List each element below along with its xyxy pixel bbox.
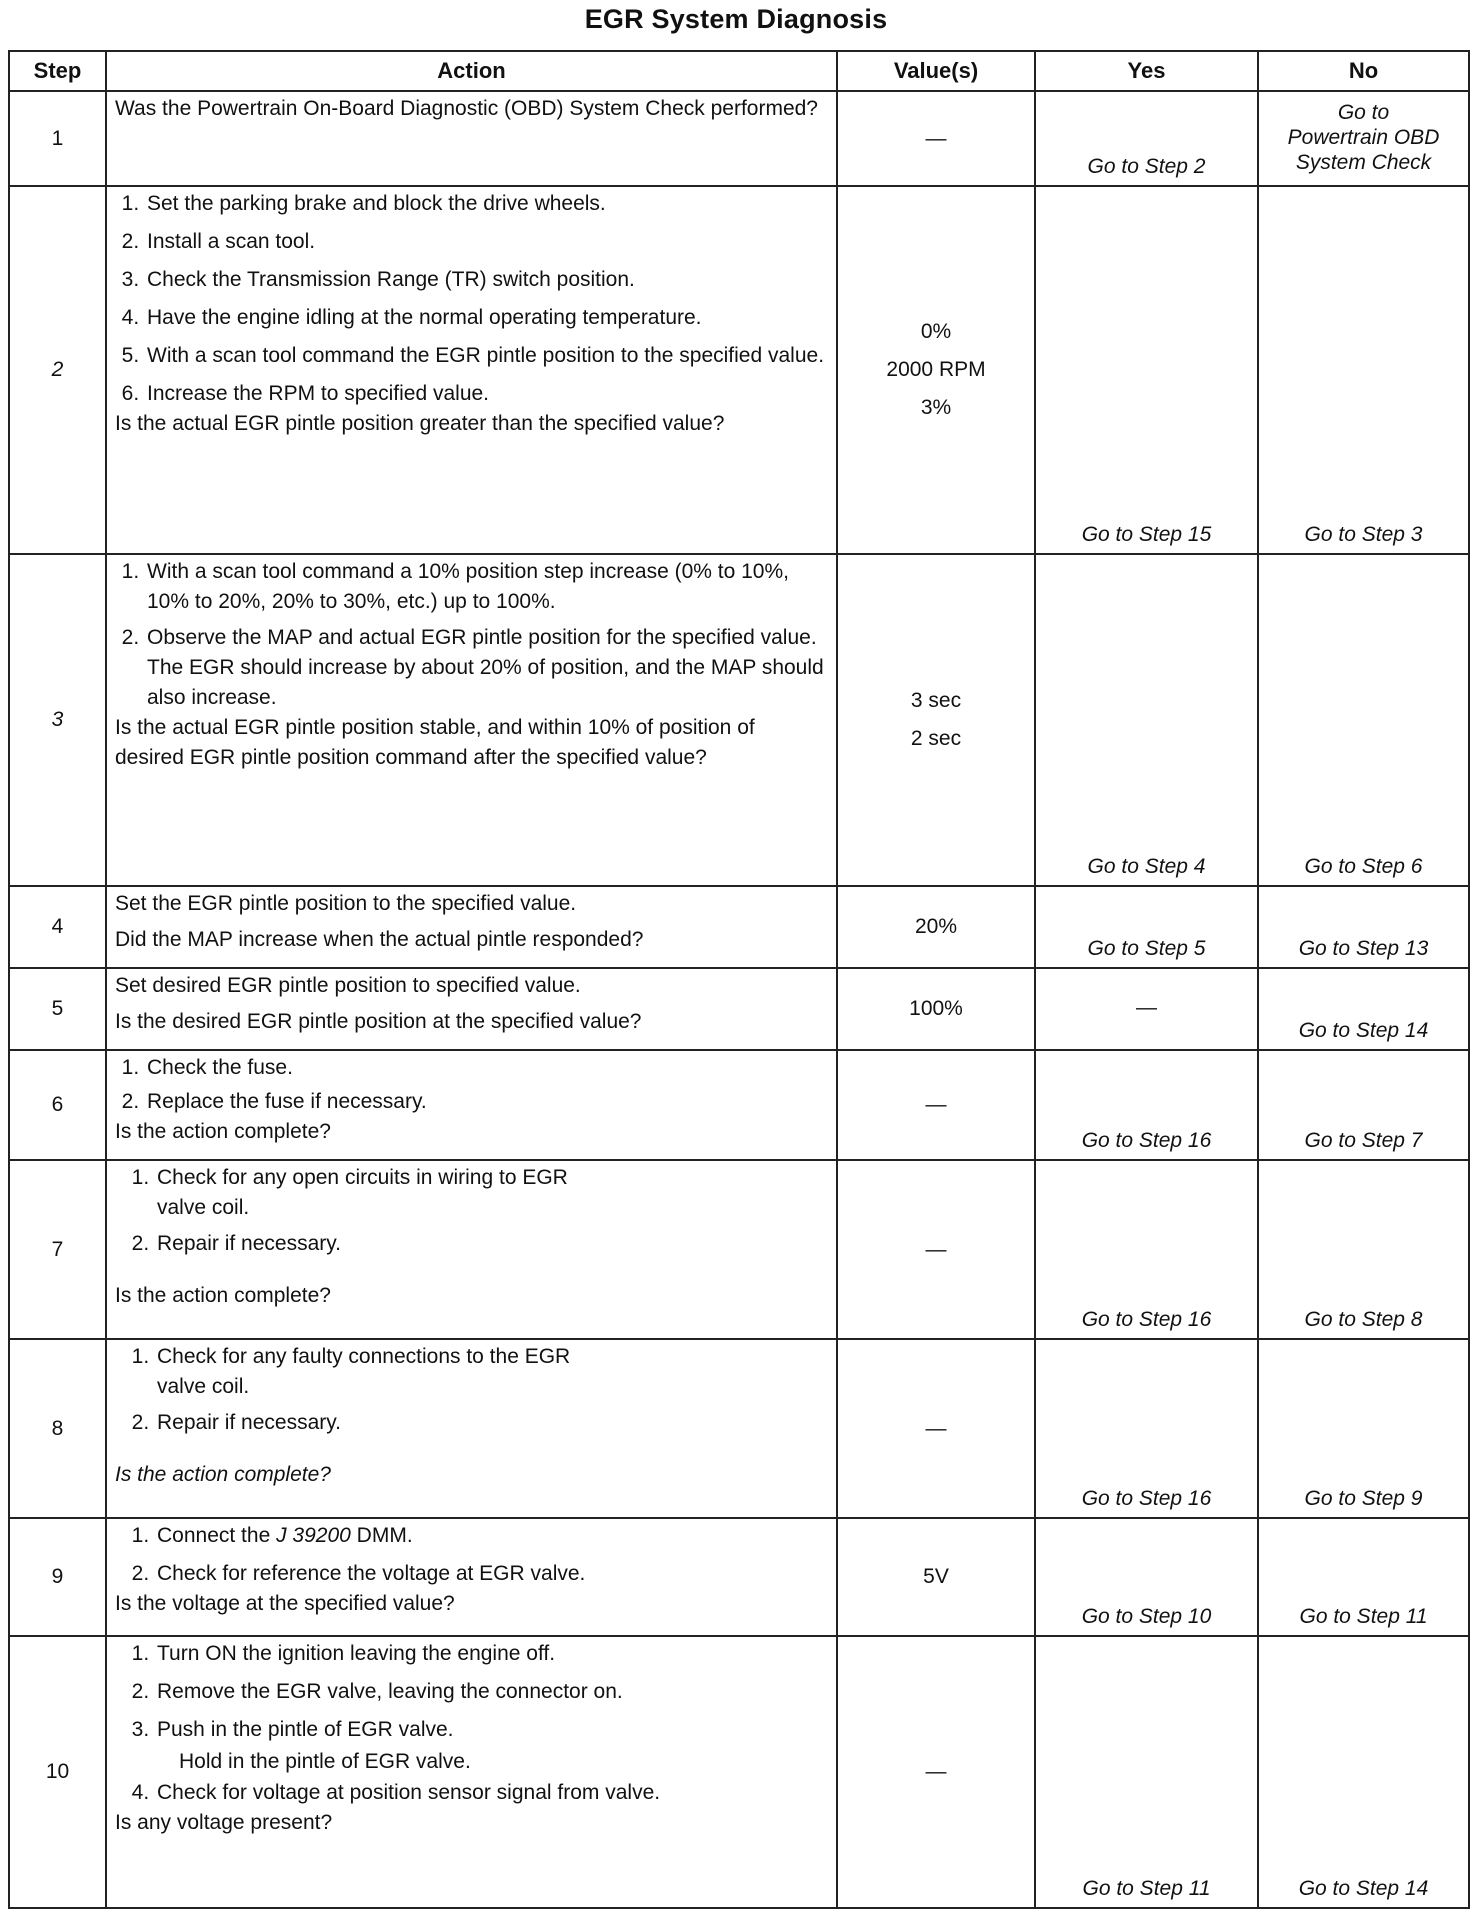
action-question: Is the action complete? bbox=[115, 1284, 331, 1307]
value: 100% bbox=[909, 997, 963, 1020]
table-row bbox=[9, 186, 1469, 554]
header-yes: Yes bbox=[1035, 51, 1258, 91]
action-item: 1. Check the fuse. bbox=[145, 1053, 828, 1083]
no-cell: Go to Step 8 bbox=[1258, 1160, 1469, 1339]
table-row bbox=[9, 1636, 1469, 1908]
item-text: DMM. bbox=[350, 1524, 413, 1547]
value: 0% bbox=[920, 320, 952, 343]
table-row bbox=[9, 1160, 1469, 1339]
step-number: 2 bbox=[9, 186, 106, 554]
action-cell bbox=[106, 91, 837, 186]
header-no: No bbox=[1258, 51, 1469, 91]
yes-cell: Go to Step 10 bbox=[1035, 1518, 1258, 1636]
table-row bbox=[9, 91, 1469, 186]
action-item: 1. Turn ON the ignition leaving the engine off. bbox=[155, 1639, 828, 1669]
value: 2000 RPM bbox=[886, 358, 986, 381]
yes-cell: Go to Step 11 bbox=[1035, 1636, 1258, 1908]
table-row bbox=[9, 968, 1469, 1050]
no-cell: Go to Step 9 bbox=[1258, 1339, 1469, 1518]
spacer bbox=[115, 1438, 828, 1460]
value: — bbox=[925, 1416, 947, 1440]
step-number: 3 bbox=[9, 554, 106, 886]
action-item: 3. Check the Transmission Range (TR) switch position. bbox=[145, 265, 828, 295]
action-cell bbox=[106, 1339, 837, 1518]
value-cell bbox=[837, 1160, 1035, 1339]
no-cell: Go to Step 14 bbox=[1258, 968, 1469, 1050]
action-item: 1. Check for any open circuits in wiring to EGR valve coil. bbox=[155, 1163, 828, 1223]
action-question: Is the voltage at the specified value? bbox=[115, 1592, 455, 1615]
yes-cell: Go to Step 5 bbox=[1035, 886, 1258, 968]
no-line: Go to bbox=[1337, 100, 1390, 124]
value-cell bbox=[837, 886, 1035, 968]
action-question: Did the MAP increase when the actual pintle responded? bbox=[115, 928, 644, 951]
step-number: 7 bbox=[9, 1160, 106, 1339]
yes-cell: — bbox=[1035, 968, 1258, 1050]
header-row bbox=[9, 51, 1469, 91]
action-item: 2. Repair if necessary. bbox=[155, 1229, 828, 1259]
action-line: Set the EGR pintle position to the specified value. bbox=[115, 892, 577, 915]
value-cell bbox=[837, 186, 1035, 554]
no-cell: Go to Step 7 bbox=[1258, 1050, 1469, 1160]
value-cell bbox=[837, 1636, 1035, 1908]
action-item: 2. Install a scan tool. bbox=[145, 227, 828, 257]
value: 20% bbox=[914, 915, 958, 938]
action-item: 1. With a scan tool command a 10% position step increase (0% to 10%, 10% to 20%, 20% to 30%, etc.) up to 100%. bbox=[145, 557, 828, 617]
action-cell bbox=[106, 886, 837, 968]
value-cell bbox=[837, 1050, 1035, 1160]
action-item: 5. With a scan tool command the EGR pintle position to the specified value. bbox=[145, 341, 828, 371]
action-cell bbox=[106, 1518, 837, 1636]
action-cell bbox=[106, 1050, 837, 1160]
action-cell bbox=[106, 1636, 837, 1908]
value-cell bbox=[837, 968, 1035, 1050]
step-number: 10 bbox=[9, 1636, 106, 1908]
action-item: 2. Repair if necessary. bbox=[155, 1408, 828, 1438]
action-question: Is the action complete? bbox=[115, 1120, 331, 1143]
action-item: 3. Push in the pintle of EGR valve. bbox=[155, 1715, 828, 1745]
step-number: 6 bbox=[9, 1050, 106, 1160]
action-question: Was the Powertrain On-Board Diagnostic (OBD) System Check performed? bbox=[115, 97, 818, 120]
diagnosis-table bbox=[8, 50, 1470, 1909]
no-cell: Go to Step 6 bbox=[1258, 554, 1469, 886]
action-item: 2. Remove the EGR valve, leaving the connector on. bbox=[155, 1677, 828, 1707]
step-number: 4 bbox=[9, 886, 106, 968]
yes-cell: Go to Step 16 bbox=[1035, 1339, 1258, 1518]
value: 3% bbox=[920, 396, 952, 419]
header-action: Action bbox=[106, 51, 837, 91]
action-item: 6. Increase the RPM to specified value. bbox=[145, 379, 828, 409]
tool-number: J 39200 bbox=[276, 1524, 351, 1547]
action-item: 2. Observe the MAP and actual EGR pintle position for the specified value. The EGR should increase by about 20% of position, and the MAP should also increase. bbox=[145, 623, 828, 713]
action-item: 1. Check for any faulty connections to the EGR valve coil. bbox=[155, 1342, 828, 1402]
action-cell bbox=[106, 1160, 837, 1339]
value: — bbox=[925, 1093, 947, 1116]
header-step: Step bbox=[9, 51, 106, 91]
spacer bbox=[115, 1259, 828, 1281]
action-question: Is the desired EGR pintle position at the specified value? bbox=[115, 1010, 642, 1033]
yes-cell: Go to Step 4 bbox=[1035, 554, 1258, 886]
action-cell bbox=[106, 186, 837, 554]
action-item bbox=[155, 1521, 828, 1551]
no-line: System Check bbox=[1295, 150, 1432, 174]
action-question: Is the action complete? bbox=[115, 1463, 331, 1486]
value-cell bbox=[837, 1518, 1035, 1636]
yes-cell: Go to Step 16 bbox=[1035, 1050, 1258, 1160]
value-cell bbox=[837, 91, 1035, 186]
action-item: 4. Check for voltage at position sensor signal from valve. bbox=[155, 1778, 828, 1808]
value: — bbox=[925, 1760, 947, 1783]
action-line: Set desired EGR pintle position to specified value. bbox=[115, 974, 581, 997]
table-row bbox=[9, 1339, 1469, 1518]
no-line: Powertrain OBD bbox=[1287, 125, 1440, 149]
no-cell: Go to Step 11 bbox=[1258, 1518, 1469, 1636]
action-cell bbox=[106, 554, 837, 886]
action-question: Is any voltage present? bbox=[115, 1811, 333, 1834]
yes-cell: Go to Step 2 bbox=[1035, 91, 1258, 186]
value: 2 sec bbox=[910, 727, 962, 750]
step-number: 9 bbox=[9, 1518, 106, 1636]
no-cell: Go to Step 14 bbox=[1258, 1636, 1469, 1908]
action-item: 2. Replace the fuse if necessary. bbox=[145, 1087, 828, 1117]
action-question: Is the actual EGR pintle position greater than the specified value? bbox=[115, 412, 725, 435]
header-values: Value(s) bbox=[837, 51, 1035, 91]
no-cell: Go to Step 3 bbox=[1258, 186, 1469, 554]
action-cell bbox=[106, 968, 837, 1050]
action-item: 1. Set the parking brake and block the drive wheels. bbox=[145, 189, 828, 219]
no-cell bbox=[1258, 91, 1469, 186]
action-item: 2. Check for reference the voltage at EGR valve. bbox=[155, 1559, 828, 1589]
yes-cell: Go to Step 15 bbox=[1035, 186, 1258, 554]
table-row bbox=[9, 1518, 1469, 1636]
step-number: 1 bbox=[9, 91, 106, 186]
value-cell bbox=[837, 554, 1035, 886]
value-cell bbox=[837, 1339, 1035, 1518]
action-subline: Hold in the pintle of EGR valve. bbox=[179, 1750, 471, 1773]
table-row bbox=[9, 1050, 1469, 1160]
value: — bbox=[925, 1237, 947, 1261]
value: — bbox=[925, 126, 947, 150]
table-row bbox=[9, 554, 1469, 886]
value: 3 sec bbox=[910, 689, 962, 712]
value: 5V bbox=[923, 1565, 949, 1588]
page-title: EGR System Diagnosis bbox=[584, 4, 888, 34]
step-number: 5 bbox=[9, 968, 106, 1050]
table-row bbox=[9, 886, 1469, 968]
item-text: Connect the bbox=[157, 1524, 277, 1547]
action-item: 4. Have the engine idling at the normal operating temperature. bbox=[145, 303, 828, 333]
action-question: Is the actual EGR pintle position stable, and within 10% of position of desired EGR pintle position command after the specified value? bbox=[115, 716, 755, 769]
yes-cell: Go to Step 16 bbox=[1035, 1160, 1258, 1339]
no-cell: Go to Step 13 bbox=[1258, 886, 1469, 968]
step-number: 8 bbox=[9, 1339, 106, 1518]
